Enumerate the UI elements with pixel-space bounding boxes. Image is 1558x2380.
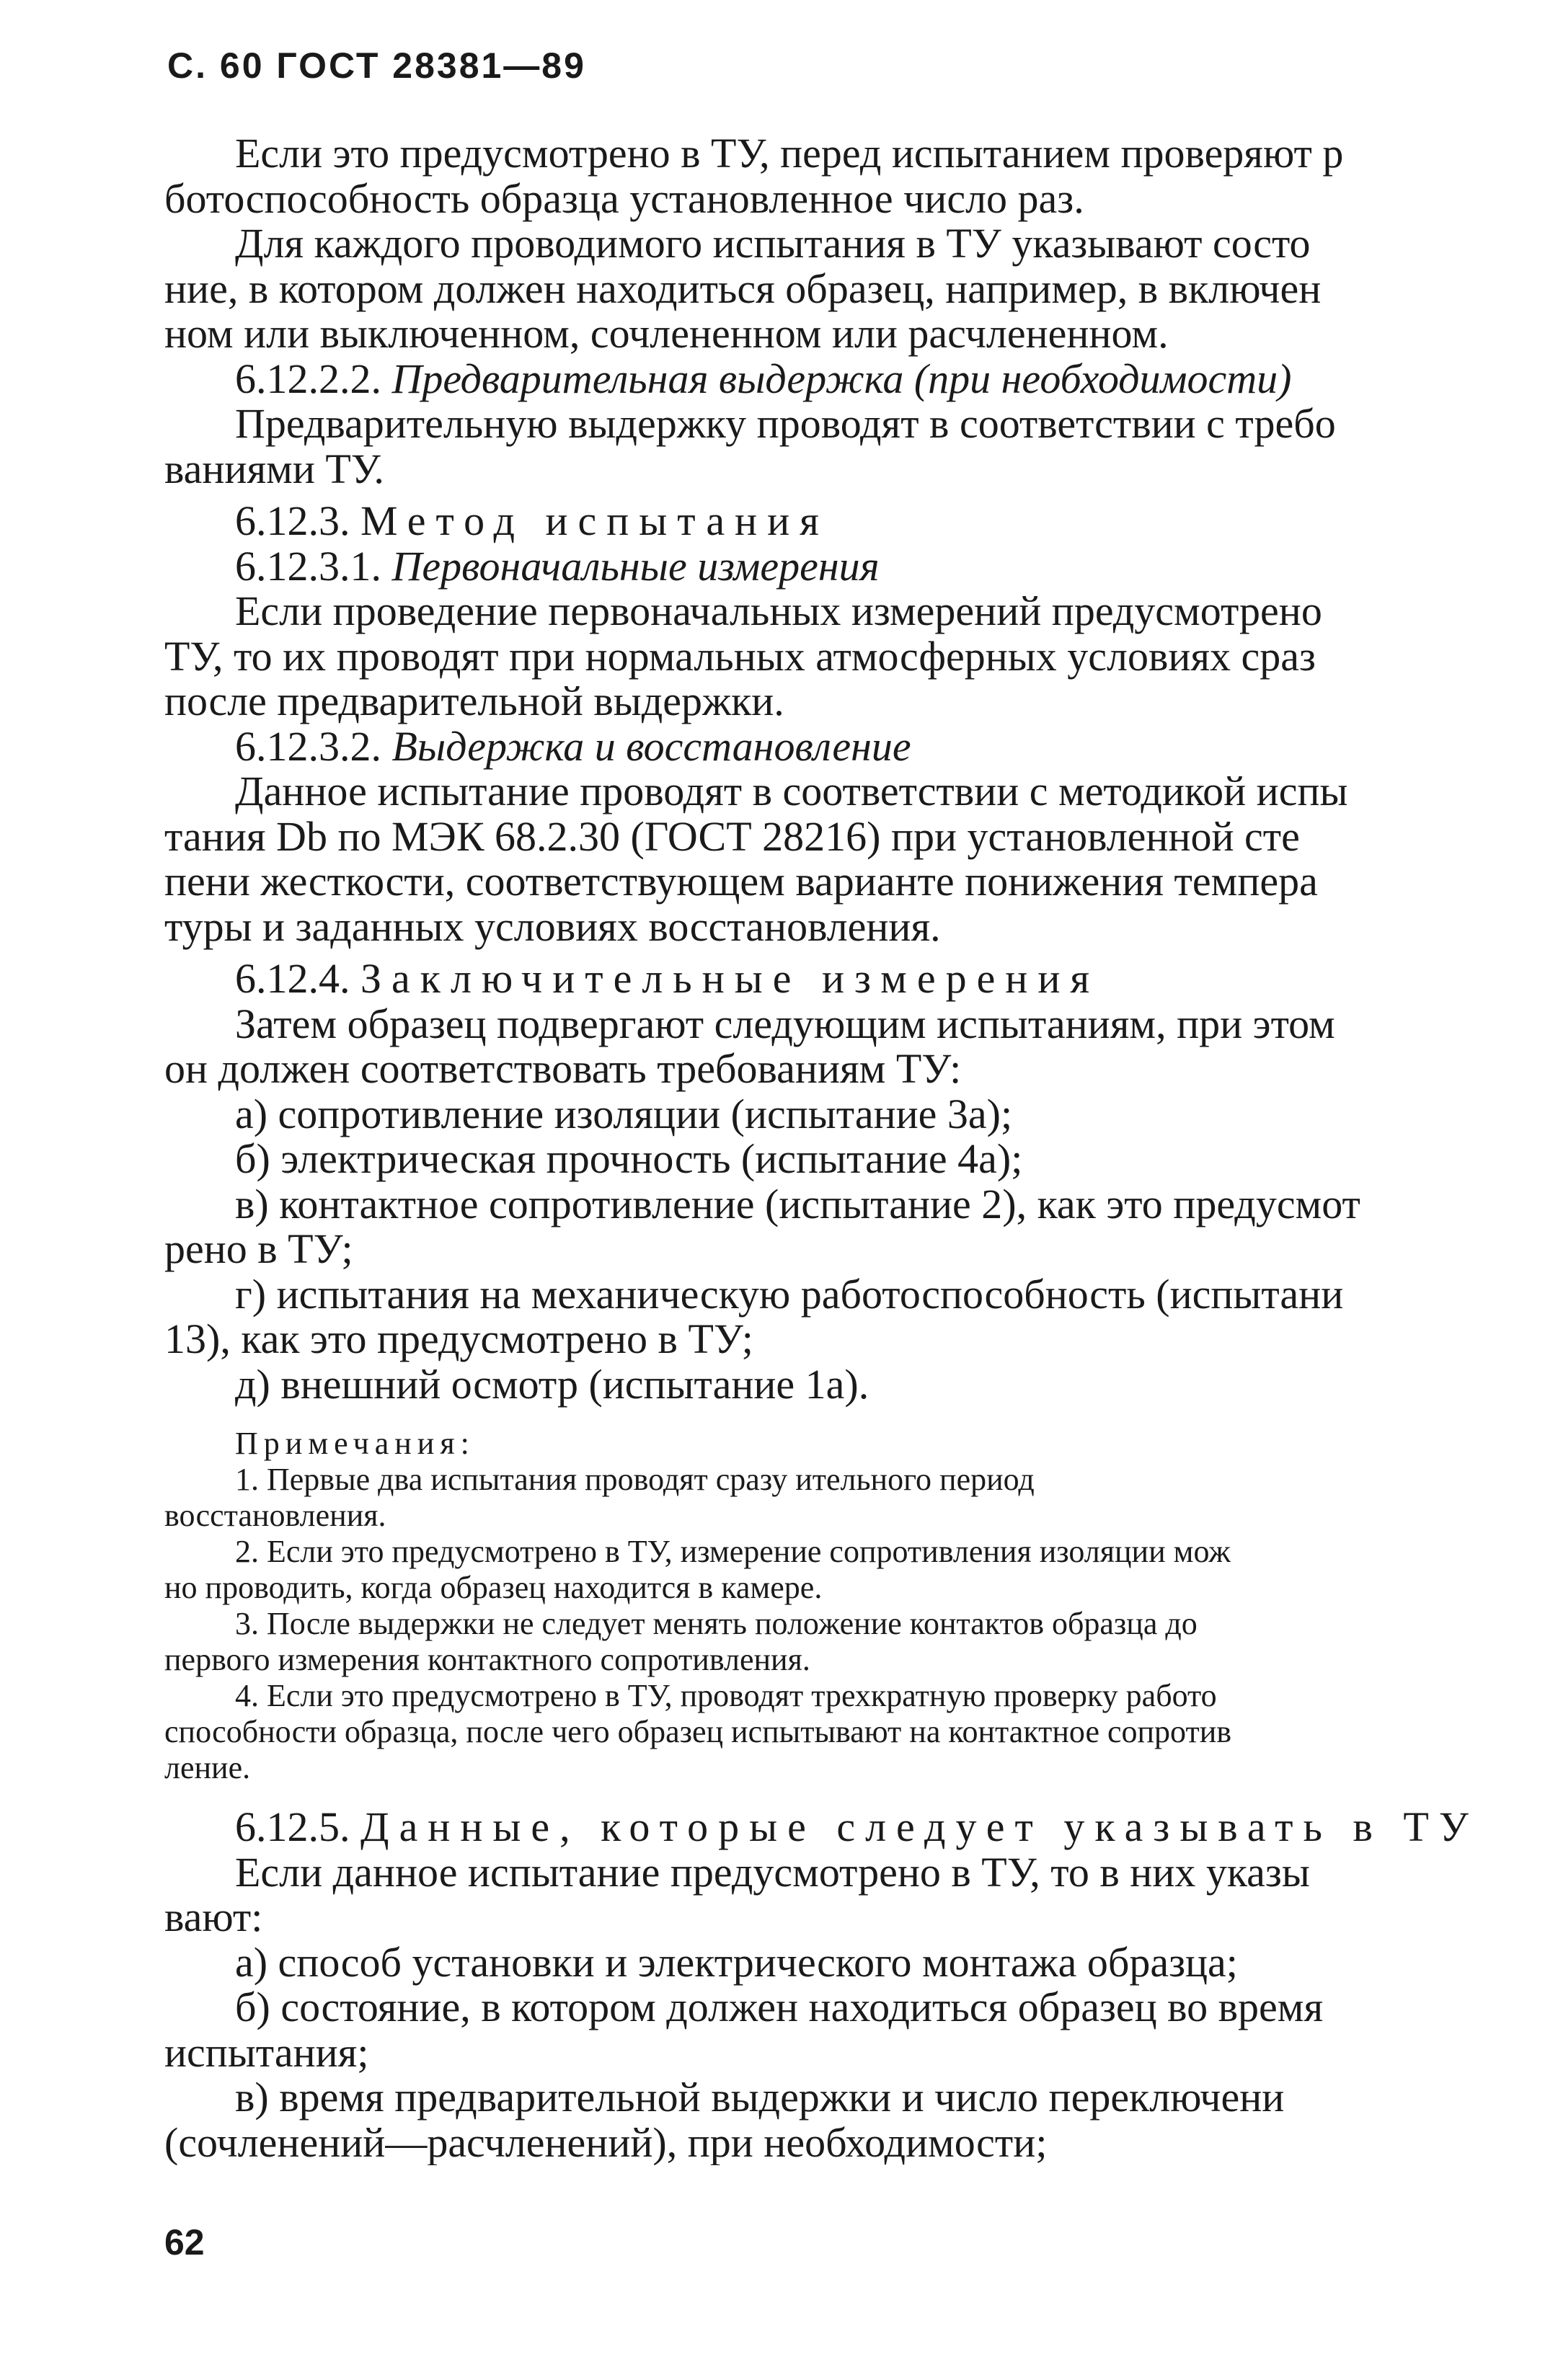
section-number: 6.12.3.2. bbox=[235, 722, 392, 770]
list-item-continuation: 13), как это предусмотрено в ТУ; bbox=[164, 1315, 753, 1362]
list-item: д) внешний осмотр (испытание 1а). bbox=[235, 1360, 869, 1408]
list-item: б) электрическая прочность (испытание 4а); bbox=[235, 1135, 1023, 1182]
section-number: 6.12.3. bbox=[235, 497, 360, 544]
text-line: тания Db по МЭК 68.2.30 (ГОСТ 28216) при установленной сте bbox=[164, 812, 1300, 860]
section-heading-6-12-3-1 bbox=[164, 544, 1558, 590]
text-line: ТУ, то их проводят при нормальных атмосферных условиях сраз bbox=[164, 632, 1316, 680]
list-item-continuation: рено в ТУ; bbox=[164, 1225, 353, 1272]
list-item: а) способ установки и электрического монтажа образца; bbox=[235, 1938, 1238, 1986]
section-number: 6.12.3.1. bbox=[235, 542, 392, 590]
text-line: туры и заданных условиях восстановления. bbox=[164, 902, 941, 950]
note-line: 3. После выдержки не следует менять положение контактов образца до bbox=[235, 1606, 1198, 1641]
text-line: Предварительную выдержку проводят в соответствии с требо bbox=[235, 400, 1336, 447]
text-line: Если проведение первоначальных измерений предусмотрено bbox=[235, 587, 1322, 634]
note-line: но проводить, когда образец находится в камере. bbox=[164, 1570, 823, 1605]
text-line: ние, в котором должен находиться образец, например, в включен bbox=[164, 265, 1322, 312]
text-line: он должен соответствовать требованиям ТУ: bbox=[164, 1045, 962, 1092]
section-title: Метод испытания bbox=[360, 497, 829, 544]
section-title: Первоначальные измерения bbox=[391, 542, 880, 590]
list-item: в) контактное сопротивление (испытание 2), как это предусмот bbox=[235, 1180, 1360, 1227]
text-line: ботоспособность образца установленное число раз. bbox=[164, 174, 1084, 222]
notes-heading: Примечания: bbox=[235, 1426, 475, 1461]
section-heading-6-12-5 bbox=[164, 1805, 1558, 1850]
section-number: 6.12.4. bbox=[235, 955, 360, 1002]
list-item: а) сопротивление изоляции (испытание 3а); bbox=[235, 1090, 1013, 1137]
text-line: Затем образец подвергают следующим испытаниям, при этом bbox=[235, 1000, 1335, 1047]
page-header: С. 60 ГОСТ 28381—89 bbox=[167, 45, 586, 86]
section-title: Выдержка и восстановление bbox=[391, 722, 911, 770]
list-item: г) испытания на механическую работоспособность (испытани bbox=[235, 1270, 1344, 1318]
section-heading-6-12-3-2 bbox=[164, 724, 1558, 770]
notes-block bbox=[164, 1426, 1558, 1786]
note-line: восстановления. bbox=[164, 1498, 386, 1533]
list-item: в) время предварительной выдержки и число переключени bbox=[235, 2074, 1285, 2121]
note-line: способности образца, после чего образец испытывают на контактное сопротив bbox=[164, 1714, 1232, 1749]
text-line: после предварительной выдержки. bbox=[164, 678, 784, 724]
section-heading-6-12-3 bbox=[164, 499, 1558, 544]
page-number: 62 bbox=[164, 2222, 205, 2263]
note-line: 4. Если это предусмотрено в ТУ, проводят трехкратную проверку работо bbox=[235, 1678, 1217, 1713]
text-line: Если данное испытание предусмотрено в ТУ, то в них указы bbox=[235, 1848, 1310, 1896]
text-line: ном или выключенном, сочлененном или расчлененном. bbox=[164, 310, 1169, 357]
note-line: 1. Первые два испытания проводят сразу ительного период bbox=[235, 1462, 1035, 1497]
note-line: 2. Если это предусмотрено в ТУ, измерение сопротивления изоляции мож bbox=[235, 1534, 1231, 1569]
list-item: б) состояние, в котором должен находиться образец во время bbox=[235, 1984, 1324, 2030]
list-item-continuation: (сочленений—расчленений), при необходимости; bbox=[164, 2118, 1048, 2165]
text-line: Если это предусмотрено в ТУ, перед испытанием проверяют р bbox=[235, 131, 1344, 177]
section-title: Заключительные измерения bbox=[360, 955, 1100, 1002]
section-heading-6-12-4 bbox=[164, 956, 1558, 1002]
text-line: ваниями ТУ. bbox=[164, 445, 384, 492]
text-line: вают: bbox=[164, 1893, 263, 1940]
body-text bbox=[164, 131, 1558, 2165]
section-number: 6.12.5. bbox=[235, 1803, 360, 1850]
section-title: Предварительная выдержка (при необходимости) bbox=[391, 355, 1292, 402]
text-line: пени жесткости, соответствующем варианте понижения темпера bbox=[164, 858, 1318, 905]
list-item-continuation: испытания; bbox=[164, 2028, 369, 2076]
text-line: Для каждого проводимого испытания в ТУ указывают состо bbox=[235, 220, 1311, 267]
note-line: ление. bbox=[164, 1750, 251, 1785]
section-number: 6.12.2.2. bbox=[235, 355, 392, 402]
note-line: первого измерения контактного сопротивления. bbox=[164, 1642, 810, 1677]
text-line: Данное испытание проводят в соответствии с методикой испы bbox=[235, 768, 1348, 814]
section-title: Данные, которые следует указывать в ТУ bbox=[360, 1803, 1479, 1850]
section-heading-6-12-2-2 bbox=[164, 357, 1558, 402]
